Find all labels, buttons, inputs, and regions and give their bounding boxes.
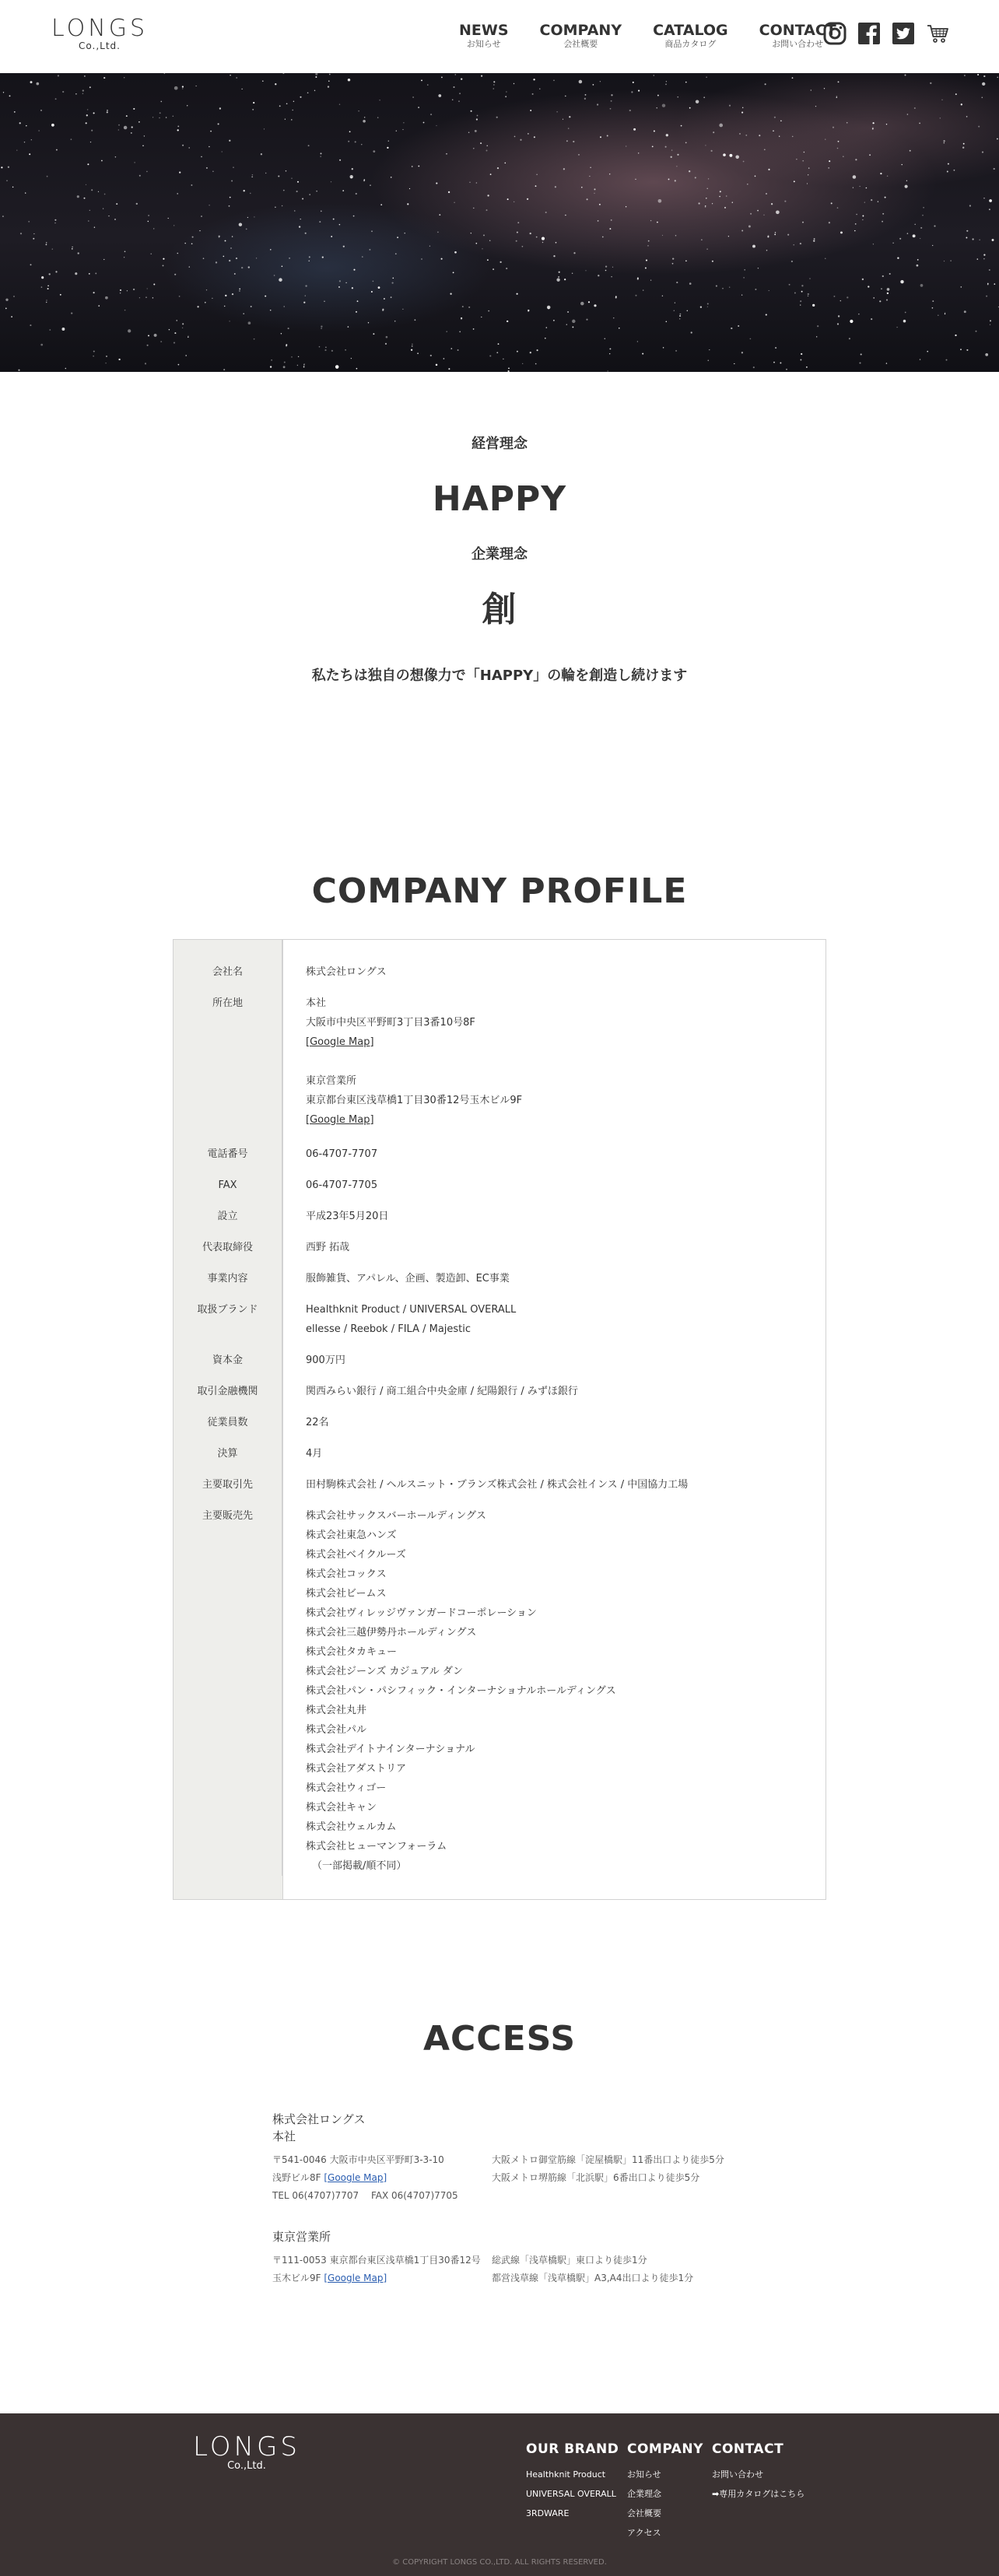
nav-sublabel: お知らせ <box>466 39 501 49</box>
profile-table <box>173 939 826 1900</box>
nav-sublabel: 商品カタログ <box>664 39 717 49</box>
value-line: （一部掲載/順不同） <box>312 1860 407 1872</box>
address-line: 〒111-0053 東京都台東区浅草橋1丁目30番12号 <box>272 2255 481 2266</box>
footer-catalog-link[interactable]: ➡専用カタログはこちら <box>712 2489 805 2499</box>
footer-contact-title: CONTACT <box>712 2441 784 2457</box>
starfield <box>0 73 999 372</box>
access-section <box>0 2019 999 2283</box>
table-row <box>174 1401 825 1432</box>
value-line: 東京営業所 <box>306 1075 357 1087</box>
nav-label: CATALOG <box>653 22 728 39</box>
table-row <box>174 1130 825 1164</box>
row-value <box>282 1126 825 1164</box>
table-row <box>174 1339 825 1370</box>
row-label: 代表取締役 <box>174 1226 282 1257</box>
access-tokyo-details <box>272 2252 817 2287</box>
value-line: 株式会社サックスバーホールディングス <box>306 1510 486 1522</box>
site-footer <box>0 2413 999 2576</box>
value-line: 株式会社東急ハンズ <box>306 1530 397 1541</box>
row-label: 電話番号 <box>174 1130 282 1164</box>
value-line: 株式会社ヴィレッジヴァンガードコーポレーション <box>306 1607 537 1619</box>
value-line: 西野 拓哉 <box>306 1242 350 1253</box>
nav-catalog[interactable] <box>653 22 728 50</box>
row-value <box>282 1284 825 1339</box>
footer-logo-main: LONGS <box>193 2431 300 2462</box>
nav-news[interactable] <box>459 22 509 50</box>
address-line: 浅野ビル8F <box>272 2172 324 2183</box>
footer-link[interactable]: 企業理念 <box>627 2489 661 2499</box>
row-value <box>282 1460 825 1495</box>
footer-link[interactable]: アクセス <box>627 2528 661 2538</box>
social-links <box>822 21 950 46</box>
footer-link[interactable]: お問い合わせ <box>712 2469 763 2480</box>
access-title: ACCESS <box>422 2019 577 2059</box>
row-label: 所在地 <box>174 982 282 1130</box>
nav-label: COMPANY <box>539 22 622 39</box>
value-line: 株式会社ジーンズ カジュアル ダン <box>306 1666 463 1677</box>
tokyo-google-map-link[interactable]: [Google Map] <box>324 2273 387 2283</box>
hq-address <box>272 2151 492 2205</box>
twitter-icon[interactable] <box>891 21 916 46</box>
nav-sublabel: 会社概要 <box>563 39 598 49</box>
footer-link[interactable]: 3RDWARE <box>526 2508 570 2518</box>
table-row <box>174 1257 825 1288</box>
google-map-link-tokyo[interactable]: [Google Map] <box>306 1114 374 1126</box>
value-line: 服飾雑貨、アパレル、企画、製造卸、EC事業 <box>306 1273 510 1284</box>
access-company-name: 株式会社ロングス <box>272 2112 366 2126</box>
footer-link[interactable]: お知らせ <box>627 2469 661 2480</box>
footer-logo-sub: Co.,Ltd. <box>227 2460 266 2472</box>
footer-brand-title: OUR BRAND <box>526 2441 619 2457</box>
value-line: 株式会社コックス <box>306 1568 387 1580</box>
table-row <box>174 1432 825 1463</box>
row-label: 設立 <box>174 1195 282 1226</box>
value-line: 株式会社ウェルカム <box>306 1821 397 1833</box>
row-value <box>282 1397 825 1432</box>
footer-logo[interactable] <box>191 2431 302 2472</box>
tokyo-address <box>272 2252 492 2287</box>
logo-main: LONGS <box>51 15 148 42</box>
table-row <box>174 1195 825 1226</box>
footer-company-column <box>627 2441 703 2543</box>
value-line: 株式会社タカキュー <box>306 1646 398 1658</box>
row-label: 主要取引先 <box>174 1463 282 1495</box>
value-line: 株式会社キャン <box>306 1802 377 1814</box>
row-label: 会社名 <box>174 940 282 982</box>
facebook-icon[interactable] <box>857 21 882 46</box>
row-value <box>282 1366 825 1401</box>
value-line: 株式会社三越伊勢丹ホールディングス <box>306 1627 477 1638</box>
value-line: 株式会社ウィゴー <box>306 1782 387 1794</box>
company-profile-section <box>0 871 999 1900</box>
row-label: 取扱ブランド <box>174 1288 282 1339</box>
train-line: 都営浅草線「浅草橋駅」A3,A4出口より徒歩1分 <box>492 2273 694 2283</box>
cart-icon[interactable] <box>925 21 950 46</box>
row-value <box>282 1160 825 1195</box>
value-line: 900万円 <box>306 1355 345 1366</box>
company-profile-title: COMPANY PROFILE <box>311 871 688 911</box>
value-line: ellesse / Reebok / FILA / Majestic <box>306 1323 471 1335</box>
value-line: 平成23年5月20日 <box>306 1211 389 1222</box>
row-value <box>282 1428 825 1463</box>
nav-label: CONTACT <box>759 22 836 39</box>
row-value <box>282 1491 825 1876</box>
row-label: 取引金融機関 <box>174 1370 282 1401</box>
table-row <box>174 940 825 982</box>
value-line: 株式会社ヒューマンフォーラム <box>306 1841 447 1852</box>
value-line: 株式会社ビームス <box>306 1588 387 1600</box>
philosophy-statement: 私たちは独自の想像力で「HAPPY」の輪を創造し続けます <box>311 668 688 684</box>
table-row <box>174 1288 825 1339</box>
footer-link[interactable]: Healthknit Product <box>526 2469 606 2480</box>
tokyo-train-access <box>492 2252 693 2287</box>
row-label: 決算 <box>174 1432 282 1463</box>
value-line: 株式会社デイトナインターナショナル <box>306 1744 475 1755</box>
footer-link[interactable]: UNIVERSAL OVERALL <box>526 2489 616 2499</box>
row-label: FAX <box>174 1164 282 1195</box>
value-line: 株式会社ロングス <box>306 966 387 978</box>
row-value <box>282 1191 825 1226</box>
hq-train-access <box>492 2151 724 2205</box>
copyright: © COPYRIGHT LONGS CO.,LTD. ALL RIGHTS RESERVED. <box>392 2558 607 2567</box>
logo-sub: Co.,Ltd. <box>79 40 121 51</box>
row-value <box>282 1222 825 1257</box>
footer-link[interactable]: 会社概要 <box>627 2508 661 2518</box>
value-line: 株式会社パル <box>306 1724 367 1736</box>
footer-company-title: COMPANY <box>627 2441 703 2457</box>
footer-contact-column <box>712 2441 804 2504</box>
row-value <box>282 978 825 1130</box>
site-logo[interactable] <box>51 17 148 51</box>
value-line: 大阪市中央区平野町3丁目3番10号8F <box>306 1017 475 1029</box>
management-philosophy-value: HAPPY <box>432 479 567 519</box>
footer-brand-column <box>526 2441 619 2523</box>
value-line: 本社 <box>306 997 327 1009</box>
instagram-icon[interactable] <box>822 21 847 46</box>
row-label: 従業員数 <box>174 1401 282 1432</box>
row-label: 事業内容 <box>174 1257 282 1288</box>
value-line: 株式会社パン・パシフィック・インターナショナルホールディングス <box>306 1685 616 1697</box>
row-label: 主要販売先 <box>174 1495 282 1876</box>
site-header <box>0 0 999 73</box>
google-map-link-hq[interactable]: [Google Map] <box>306 1036 374 1048</box>
management-philosophy-label: 経営理念 <box>471 436 528 452</box>
row-label: 資本金 <box>174 1339 282 1370</box>
value-line: 田村駒株式会社 / ヘルスニット・ブランズ株式会社 / 株式会社インス / 中国協力工場 <box>306 1479 689 1491</box>
value-line: 株式会社ベイクルーズ <box>306 1549 406 1561</box>
row-value <box>282 1253 825 1288</box>
value-line: 株式会社アダストリア <box>306 1763 407 1775</box>
value-line: 22名 <box>306 1417 329 1428</box>
corporate-philosophy-label: 企業理念 <box>471 546 528 563</box>
table-row <box>174 1495 825 1876</box>
row-value <box>282 936 825 982</box>
value-line: 東京都台東区浅草橋1丁目30番12号玉木ビル9F <box>306 1095 523 1106</box>
value-line: 06-4707-7705 <box>306 1179 378 1191</box>
table-row <box>174 1164 825 1195</box>
value-line: 株式会社丸井 <box>306 1705 367 1716</box>
hero-image-starfield <box>0 73 999 372</box>
value-line: 関西みらい銀行 / 商工組合中央金庫 / 紀陽銀行 / みずほ銀行 <box>306 1386 578 1397</box>
nav-label: NEWS <box>459 22 509 39</box>
access-hq-label: 本社 <box>272 2129 296 2143</box>
corporate-philosophy-value: 創 <box>482 590 517 629</box>
table-row <box>174 982 825 1130</box>
access-hq-details <box>272 2151 817 2205</box>
address-line: 玉木ビル9F <box>272 2273 324 2283</box>
value-line: Healthknit Product / UNIVERSAL OVERALL <box>306 1304 517 1316</box>
table-row <box>174 1370 825 1401</box>
value-line: 4月 <box>306 1448 323 1460</box>
nav-company[interactable] <box>540 22 622 50</box>
table-row <box>174 1463 825 1495</box>
train-line: 総武線「浅草橋駅」東口より徒歩1分 <box>492 2255 647 2266</box>
main-nav <box>459 22 868 50</box>
table-row <box>174 1226 825 1257</box>
nav-sublabel: お問い合わせ <box>772 39 824 49</box>
access-tokyo-label: 東京営業所 <box>272 2230 331 2244</box>
train-line: 大阪メトロ御堂筋線「淀屋橋駅」11番出口より徒歩5分 <box>492 2154 724 2165</box>
hq-tel-fax: TEL 06(4707)7707 FAX 06(4707)7705 <box>272 2190 458 2201</box>
train-line: 大阪メトロ堺筋線「北浜駅」6番出口より徒歩5分 <box>492 2172 700 2183</box>
value-line: 06-4707-7707 <box>306 1148 378 1160</box>
address-line: 〒541-0046 大阪市中央区平野町3-3-10 <box>272 2154 444 2165</box>
row-value <box>282 1335 825 1370</box>
hq-google-map-link[interactable]: [Google Map] <box>324 2172 387 2183</box>
access-details <box>272 2111 817 2287</box>
